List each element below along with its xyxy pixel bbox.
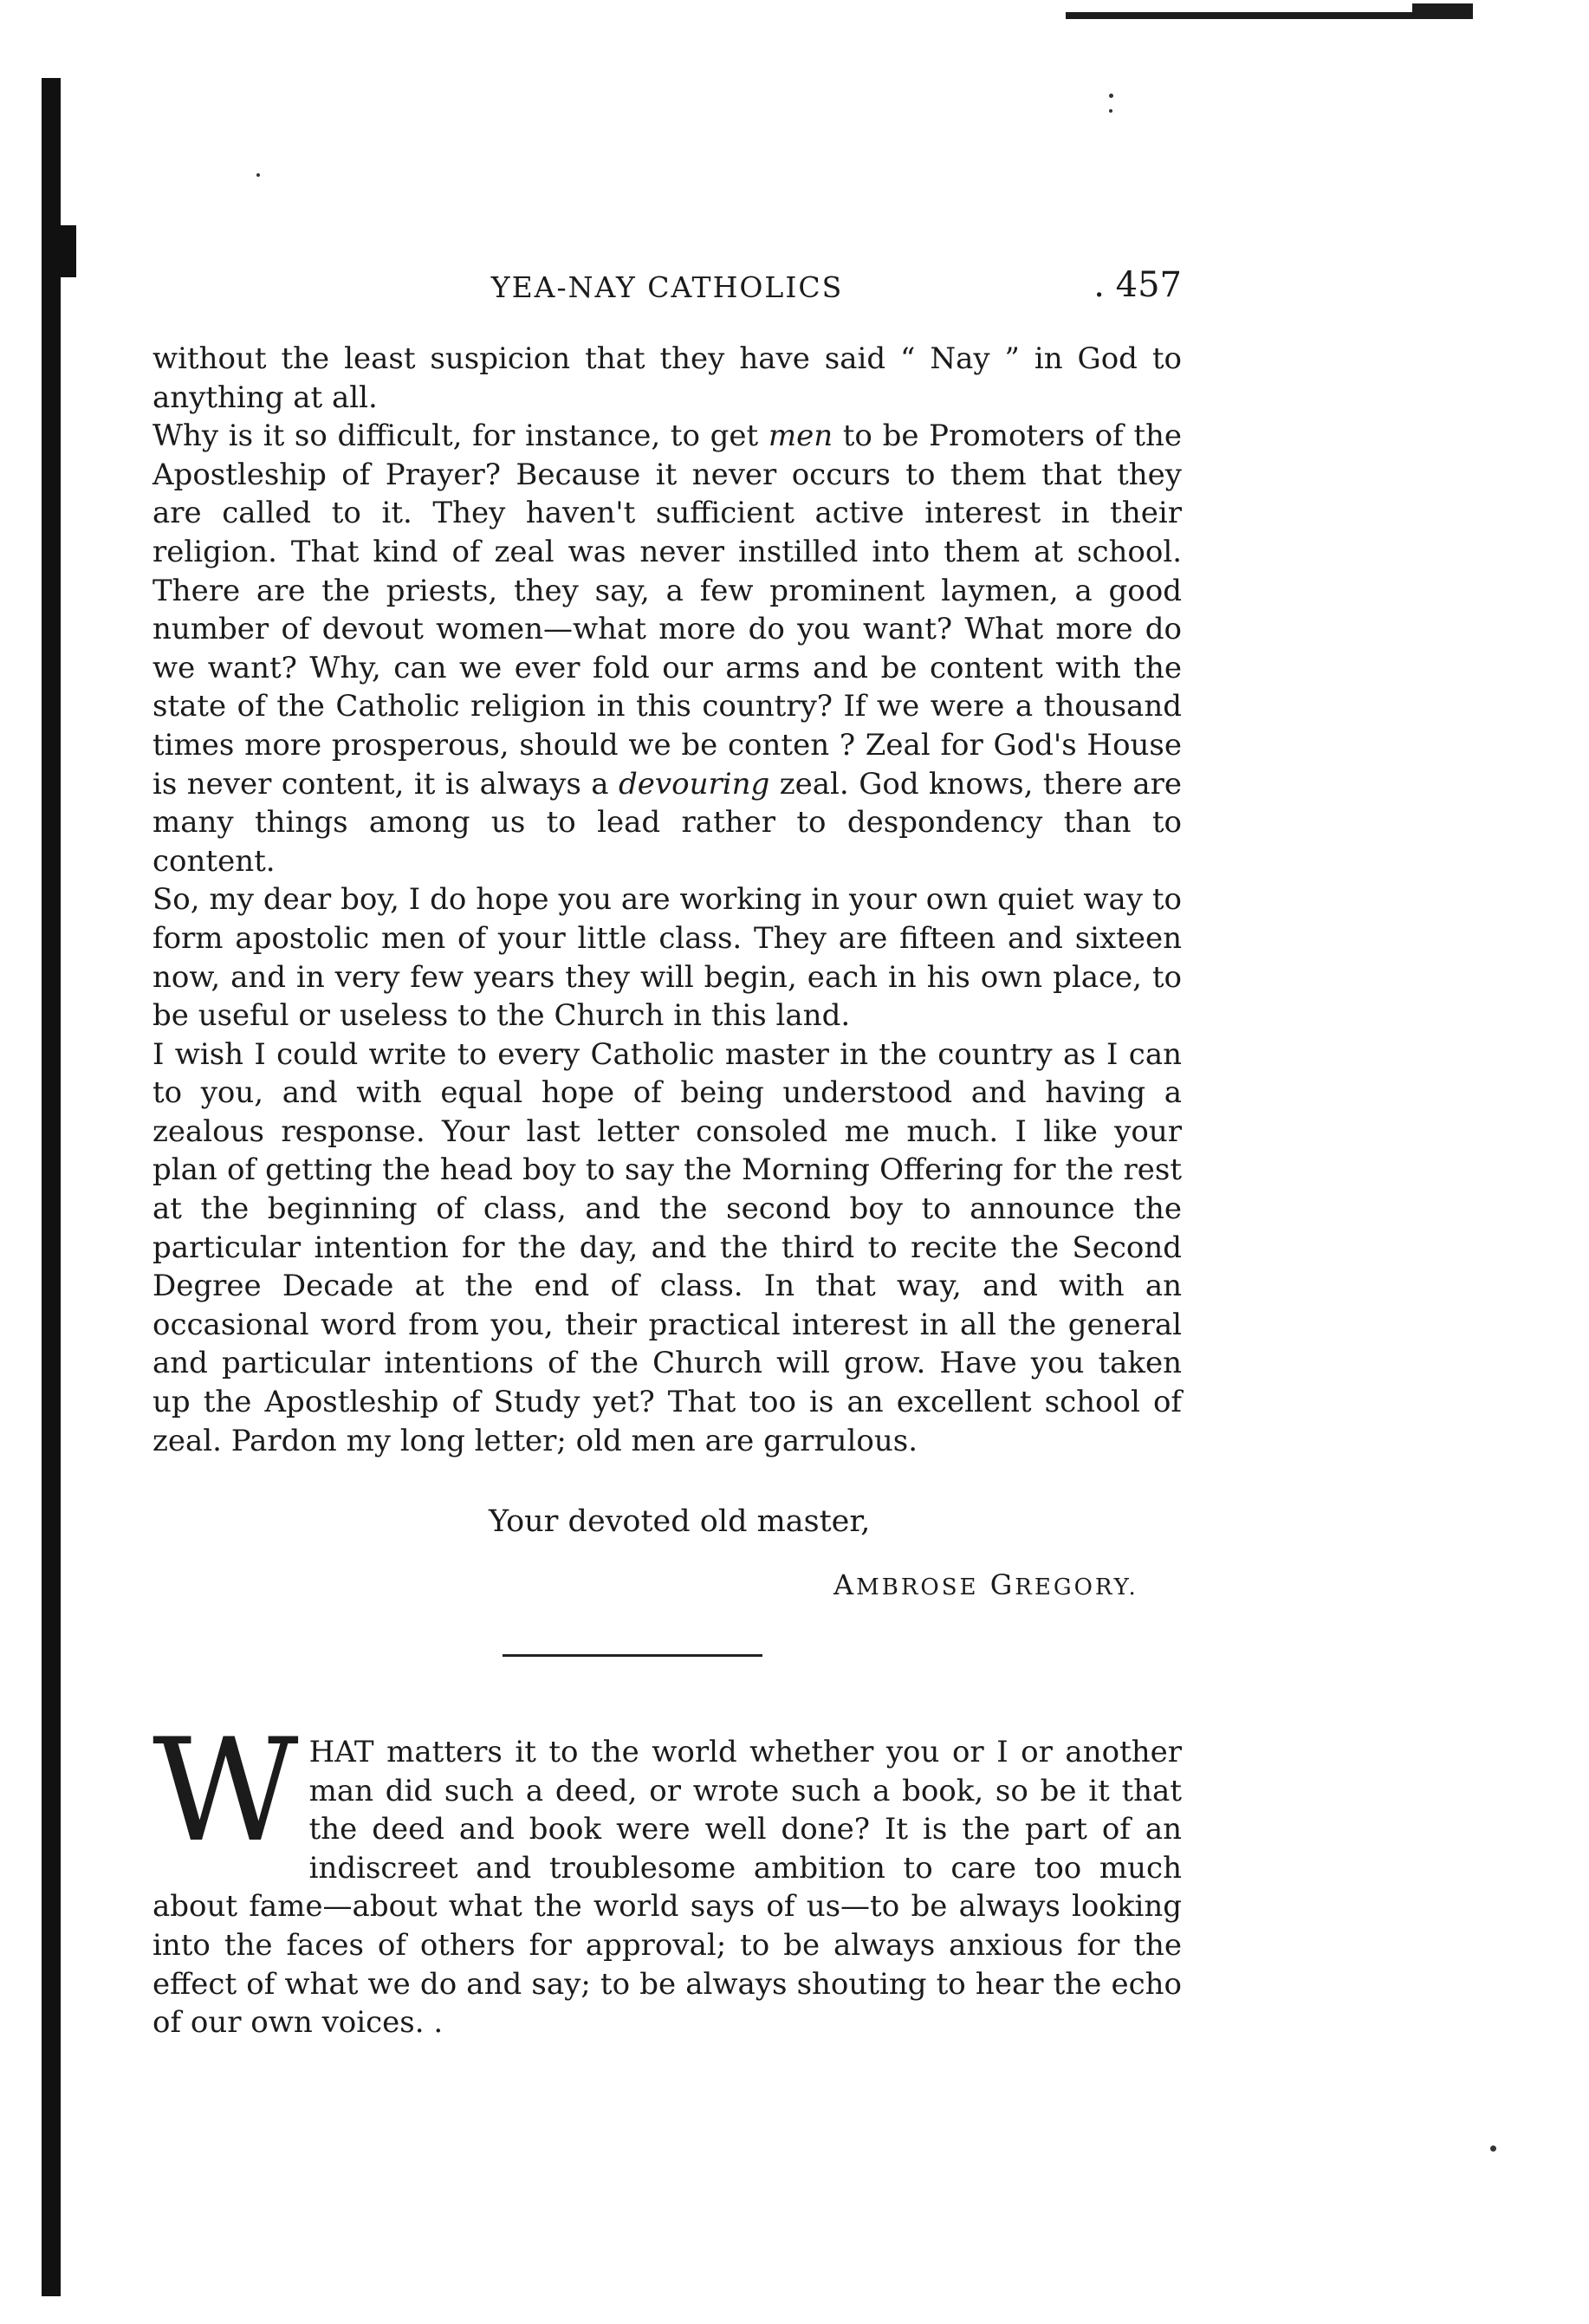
scan-speck — [1109, 109, 1112, 113]
sig-first-name: MBROSE — [856, 1574, 979, 1600]
sig-initial-a: A — [833, 1568, 857, 1601]
book-binding-edge — [42, 78, 61, 2296]
p2-italic-devouring: devouring — [619, 766, 770, 802]
page-number: . 457 — [1093, 265, 1182, 305]
signature — [833, 1568, 1138, 1601]
p2-text-c: zeal. God knows, there are many things among us to lead rather to despondency than to content. — [152, 766, 1182, 879]
quote-text — [152, 1708, 1182, 2042]
scan-speck — [1109, 94, 1113, 98]
p2-text-b: to be Promoters of the Apostleship of Prayer? Because it never occurs to them that they are called to it. They haven't sufficient active interest in their religion. That kind of zeal was never instilled into them at school. There are the priests, they say, a few prominent laymen, a good number of devout women—what more do you want? What more do we want? Why, can we ever fold our arms and be content with the state of the Catholic religion in this country? If we were a thousand times more prosperous, should we be conten ? Zeal for God's House is never content, it is always a — [152, 419, 1182, 802]
top-scan-rule — [1066, 12, 1469, 19]
paragraph-4: I wish I could write to every Catholic master in the country as I can to you, and with equal hope of being understood and having a zealous response. Your last letter consoled me much. I like your plan of getting the head boy to say the Morning Offering for the rest at the beginning of class, and the second boy to announce the particular intention for the day, and the third to recite the Second Degree Decade at the end of class. In that way, and with an occasional word from you, their practical interest in all the general and particular intentions of the Church will grow. Have you taken up the Apostleship of Study yet? That too is an excellent school of zeal. Pardon my long letter; old men are garrulous. — [152, 1036, 1182, 1458]
binding-shadow — [52, 225, 76, 277]
p2-text-a: Why is it so difficult, for instance, to get — [152, 419, 769, 454]
quote-paragraph — [152, 1708, 1182, 2042]
paragraph-1: without the least suspicion that they have said “ Nay ” in God to anything at all. — [152, 341, 1182, 415]
quote-body: matters it to the world whether you or I or another man did such a deed, or wrote such a book, so be it that the deed and book were well done? It is the part of an indiscreet and troublesome ambition to care too much about fame—about what the world says of us—to be always looking into the faces of others for approval; to be always anxious for the effect of what we do and say; to be always shouting to hear the echo of our own voices. . — [152, 1735, 1182, 2041]
page-header — [152, 265, 1182, 315]
p2-italic-men: men — [768, 419, 833, 454]
running-title: YEA-NAY CATHOLICS — [490, 270, 844, 304]
drop-cap: W — [152, 1708, 299, 1873]
closing-salutation: Your devoted old master, — [489, 1504, 871, 1539]
letter-body — [152, 340, 1182, 1460]
sig-last-name: REGORY. — [1015, 1574, 1138, 1600]
quote-lead: HAT — [308, 1735, 374, 1769]
sig-initial-g: G — [989, 1568, 1015, 1601]
scan-speck — [256, 173, 260, 177]
paragraph-2 — [152, 417, 1182, 880]
paragraph-3: So, my dear boy, I do hope you are working in your own quiet way to form apostolic men of your little class. They are fifteen and sixteen now, and in very few years they will begin, each in his own place, to be useful or useless to the Church in this land. — [152, 882, 1182, 1034]
scan-speck — [1490, 2145, 1496, 2152]
top-scan-mark — [1412, 3, 1473, 19]
section-divider — [503, 1654, 762, 1657]
